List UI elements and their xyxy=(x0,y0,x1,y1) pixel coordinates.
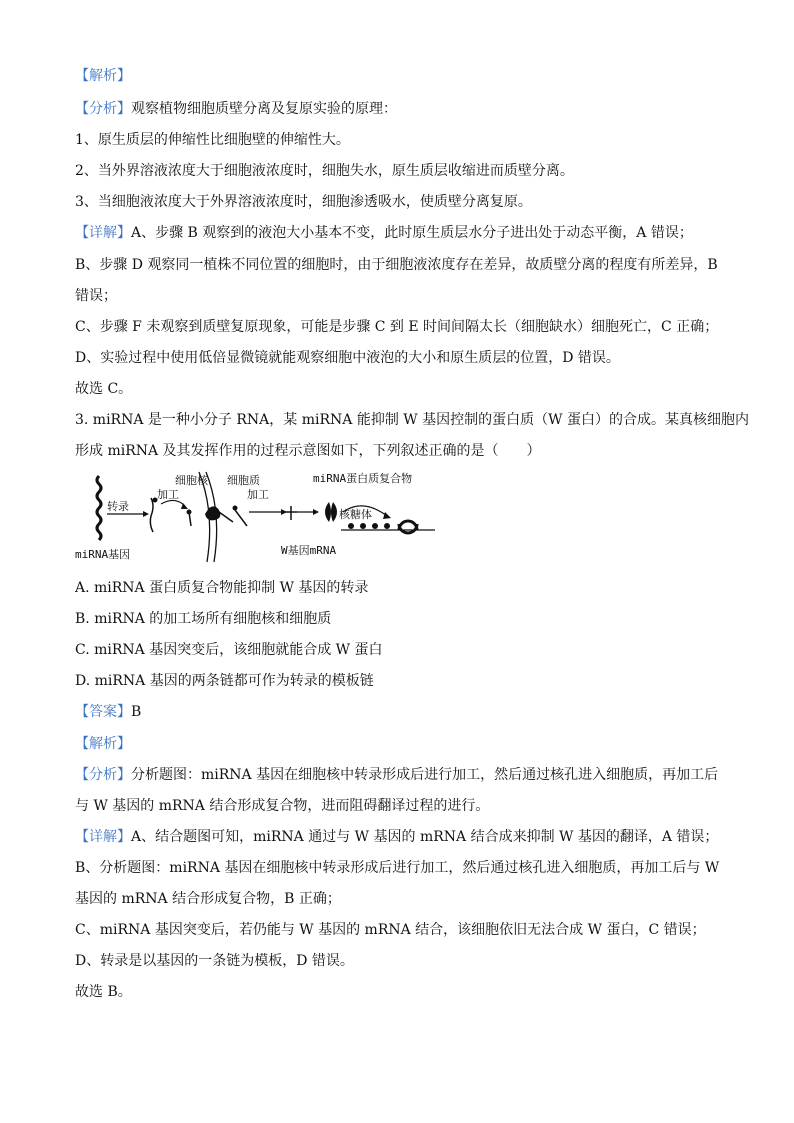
text-line: 【解析】 xyxy=(75,736,131,752)
text-line: 1、原生质层的伸缩性比细胞壁的伸缩性大。 xyxy=(75,132,350,148)
text-line: 【详解】A、步骤 B 观察到的液泡大小基本不变，此时原生质层水分子进出处于动态平衡，A 错误； xyxy=(75,225,693,241)
answer-line: 【答案】B xyxy=(75,704,142,720)
complex-icon xyxy=(325,502,331,522)
gene-label: miRNA基因 xyxy=(75,548,131,561)
text-line: 【分析】分析题图：miRNA 基因在细胞核中转录形成后进行加工，然后通过核孔进入细胞质，再加工后 xyxy=(75,767,719,783)
option-a: A. miRNA 蛋白质复合物能抑制 W 基因的转录 xyxy=(75,580,369,596)
question-stem: 形成 miRNA 及其发挥作用的过程示意图如下，下列叙述正确的是（ ） xyxy=(75,443,541,459)
option-c: C. miRNA 基因突变后，该细胞就能合成 W 蛋白 xyxy=(75,642,383,658)
text-line: 2、当外界溶液浓度大于细胞液浓度时，细胞失水，原生质层收缩进而质壁分离。 xyxy=(75,163,574,179)
text-line: 故选 B。 xyxy=(75,984,132,1000)
cytoplasm-label: 细胞质 xyxy=(227,474,260,487)
text-line: D、转录是以基因的一条链为模板，D 错误。 xyxy=(75,953,354,969)
pri-mirna-icon xyxy=(150,498,153,532)
w-mrna-label: W基因mRNA xyxy=(281,544,337,557)
processing2-label: 加工 xyxy=(247,488,269,501)
text-line: 3、当细胞液浓度大于外界溶液浓度时，细胞渗透吸水，使质壁分离复原。 xyxy=(75,194,532,210)
arrow-icon xyxy=(313,509,319,515)
processing1-label: 加工 xyxy=(157,488,179,501)
text-line: B、分析题图：miRNA 基因在细胞核中转录形成后进行加工，然后通过核孔进入细胞质，再加工后与 W xyxy=(75,860,720,876)
gene-helix-icon xyxy=(97,476,101,540)
option-d: D. miRNA 基因的两条链都可作为转录的模板链 xyxy=(75,673,374,689)
text-line: D、实验过程中使用低倍显微镜就能观察细胞中液泡的大小和原生质层的位置，D 错误。 xyxy=(75,350,620,366)
text-line: C、步骤 F 未观察到质壁复原现象，可能是步骤 C 到 E 时间间隔太长（细胞缺水）细胞死亡，C 正确； xyxy=(75,319,719,335)
text-line: B、步骤 D 观察同一植株不同位置的细胞时，由于细胞液浓度存在差异，故质壁分离的程度有所差异，B xyxy=(75,257,718,273)
nuclear-pore-icon xyxy=(205,506,220,520)
transcription-label: 转录 xyxy=(107,500,129,513)
question-stem: 3. miRNA 是一种小分子 RNA，某 miRNA 能抑制 W 基因控制的蛋白质（W 蛋白）的合成。某真核细胞内 xyxy=(75,412,749,428)
nucleus-label: 细胞核 xyxy=(175,474,208,487)
mirna-process-diagram xyxy=(75,468,445,564)
arrow-icon xyxy=(143,511,149,517)
text-line: 错误； xyxy=(75,288,117,304)
ribosome-label: 核糖体 xyxy=(339,508,372,521)
text-line: 【分析】观察植物细胞质壁分离及复原实验的原理： xyxy=(75,101,397,117)
complex-label: miRNA蛋白质复合物 xyxy=(313,472,413,485)
text-line: 与 W 基因的 mRNA 结合形成复合物，进而阻碍翻译过程的进行。 xyxy=(75,798,490,814)
text-line: C、miRNA 基因突变后，若仍能与 W 基因的 mRNA 结合，该细胞依旧无法合成 W 蛋白，C 错误； xyxy=(75,922,706,938)
text-line: 基因的 mRNA 结合形成复合物，B 正确； xyxy=(75,891,341,907)
text-line: 【详解】A、结合题图可知，miRNA 通过与 W 基因的 mRNA 结合成来抑制 W 基因的翻译，A 错误； xyxy=(75,829,719,845)
option-b: B. miRNA 的加工场所有细胞核和细胞质 xyxy=(75,611,332,627)
text-line: 【解析】 xyxy=(75,68,131,84)
text-line: 故选 C。 xyxy=(75,381,133,397)
